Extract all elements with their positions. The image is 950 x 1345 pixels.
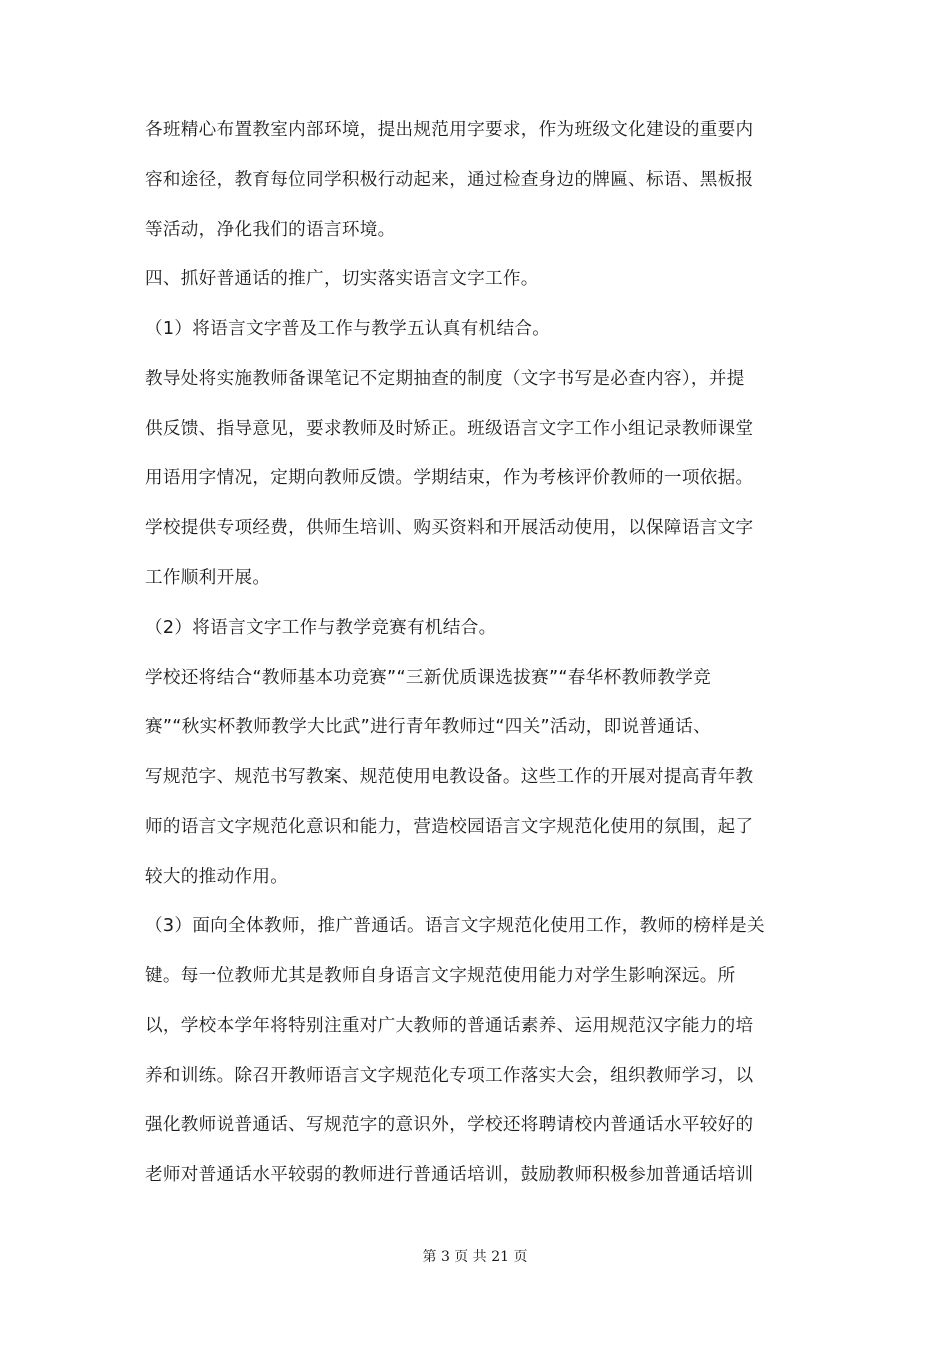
subsection-heading: （1）将语言文字普及工作与教学五认真有机结合。	[145, 319, 551, 339]
body-line: 教导处将实施教师备课笔记不定期抽查的制度（文字书写是必查内容），并提	[145, 369, 745, 389]
body-line: 以，学校本学年将特别注重对广大教师的普通话素养、运用规范汉字能力的培	[145, 1016, 754, 1036]
body-line: 养和训练。除召开教师语言文字规范化专项工作落实大会，组织教师学习，以	[145, 1066, 754, 1086]
body-line: 老师对普通话水平较弱的教师进行普通话培训，鼓励教师积极参加普通话培训	[145, 1165, 754, 1185]
body-line: 键。每一位教师尤其是教师自身语言文字规范使用能力对学生影响深远。所	[145, 966, 736, 986]
page-number: 第 3 页 共 21 页	[422, 1249, 528, 1265]
body-line: 写规范字、规范书写教案、规范使用电教设备。这些工作的开展对提高青年教	[145, 767, 754, 787]
body-line: 容和途径，教育每位同学积极行动起来，通过检查身边的牌匾、标语、黑板报	[145, 170, 754, 190]
section-heading: 四、抓好普通话的推广，切实落实语言文字工作。	[145, 269, 539, 289]
body-line: 较大的推动作用。	[145, 867, 289, 887]
body-line: 用语用字情况，定期向教师反馈。学期结束，作为考核评价教师的一项依据。	[145, 468, 754, 488]
body-line: 供反馈、指导意见，要求教师及时矫正。班级语言文字工作小组记录教师课堂	[145, 419, 754, 439]
body-line: 等活动，净化我们的语言环境。	[145, 220, 396, 240]
body-line: 工作顺利开展。	[145, 568, 271, 588]
body-line: 学校提供专项经费，供师生培训、购买资料和开展活动使用，以保障语言文字	[145, 518, 754, 538]
body-line: 师的语言文字规范化意识和能力，营造校园语言文字规范化使用的氛围，起了	[145, 817, 754, 837]
body-line: 强化教师说普通话、写规范字的意识外，学校还将聘请校内普通话水平较好的	[145, 1115, 754, 1135]
body-line: 赛”“秋实杯教师教学大比武”进行青年教师过“四关”活动，即说普通话、	[145, 717, 711, 737]
subsection-heading: （3）面向全体教师，推广普通话。语言文字规范化使用工作，教师的榜样是关	[145, 916, 765, 936]
body-line: 学校还将结合“教师基本功竞赛”“三新优质课选拔赛”“春华杯教师教学竞	[145, 668, 711, 688]
body-line: 各班精心布置教室内部环境，提出规范用字要求，作为班级文化建设的重要内	[145, 120, 754, 140]
subsection-heading: （2）将语言文字工作与教学竞赛有机结合。	[145, 618, 497, 638]
